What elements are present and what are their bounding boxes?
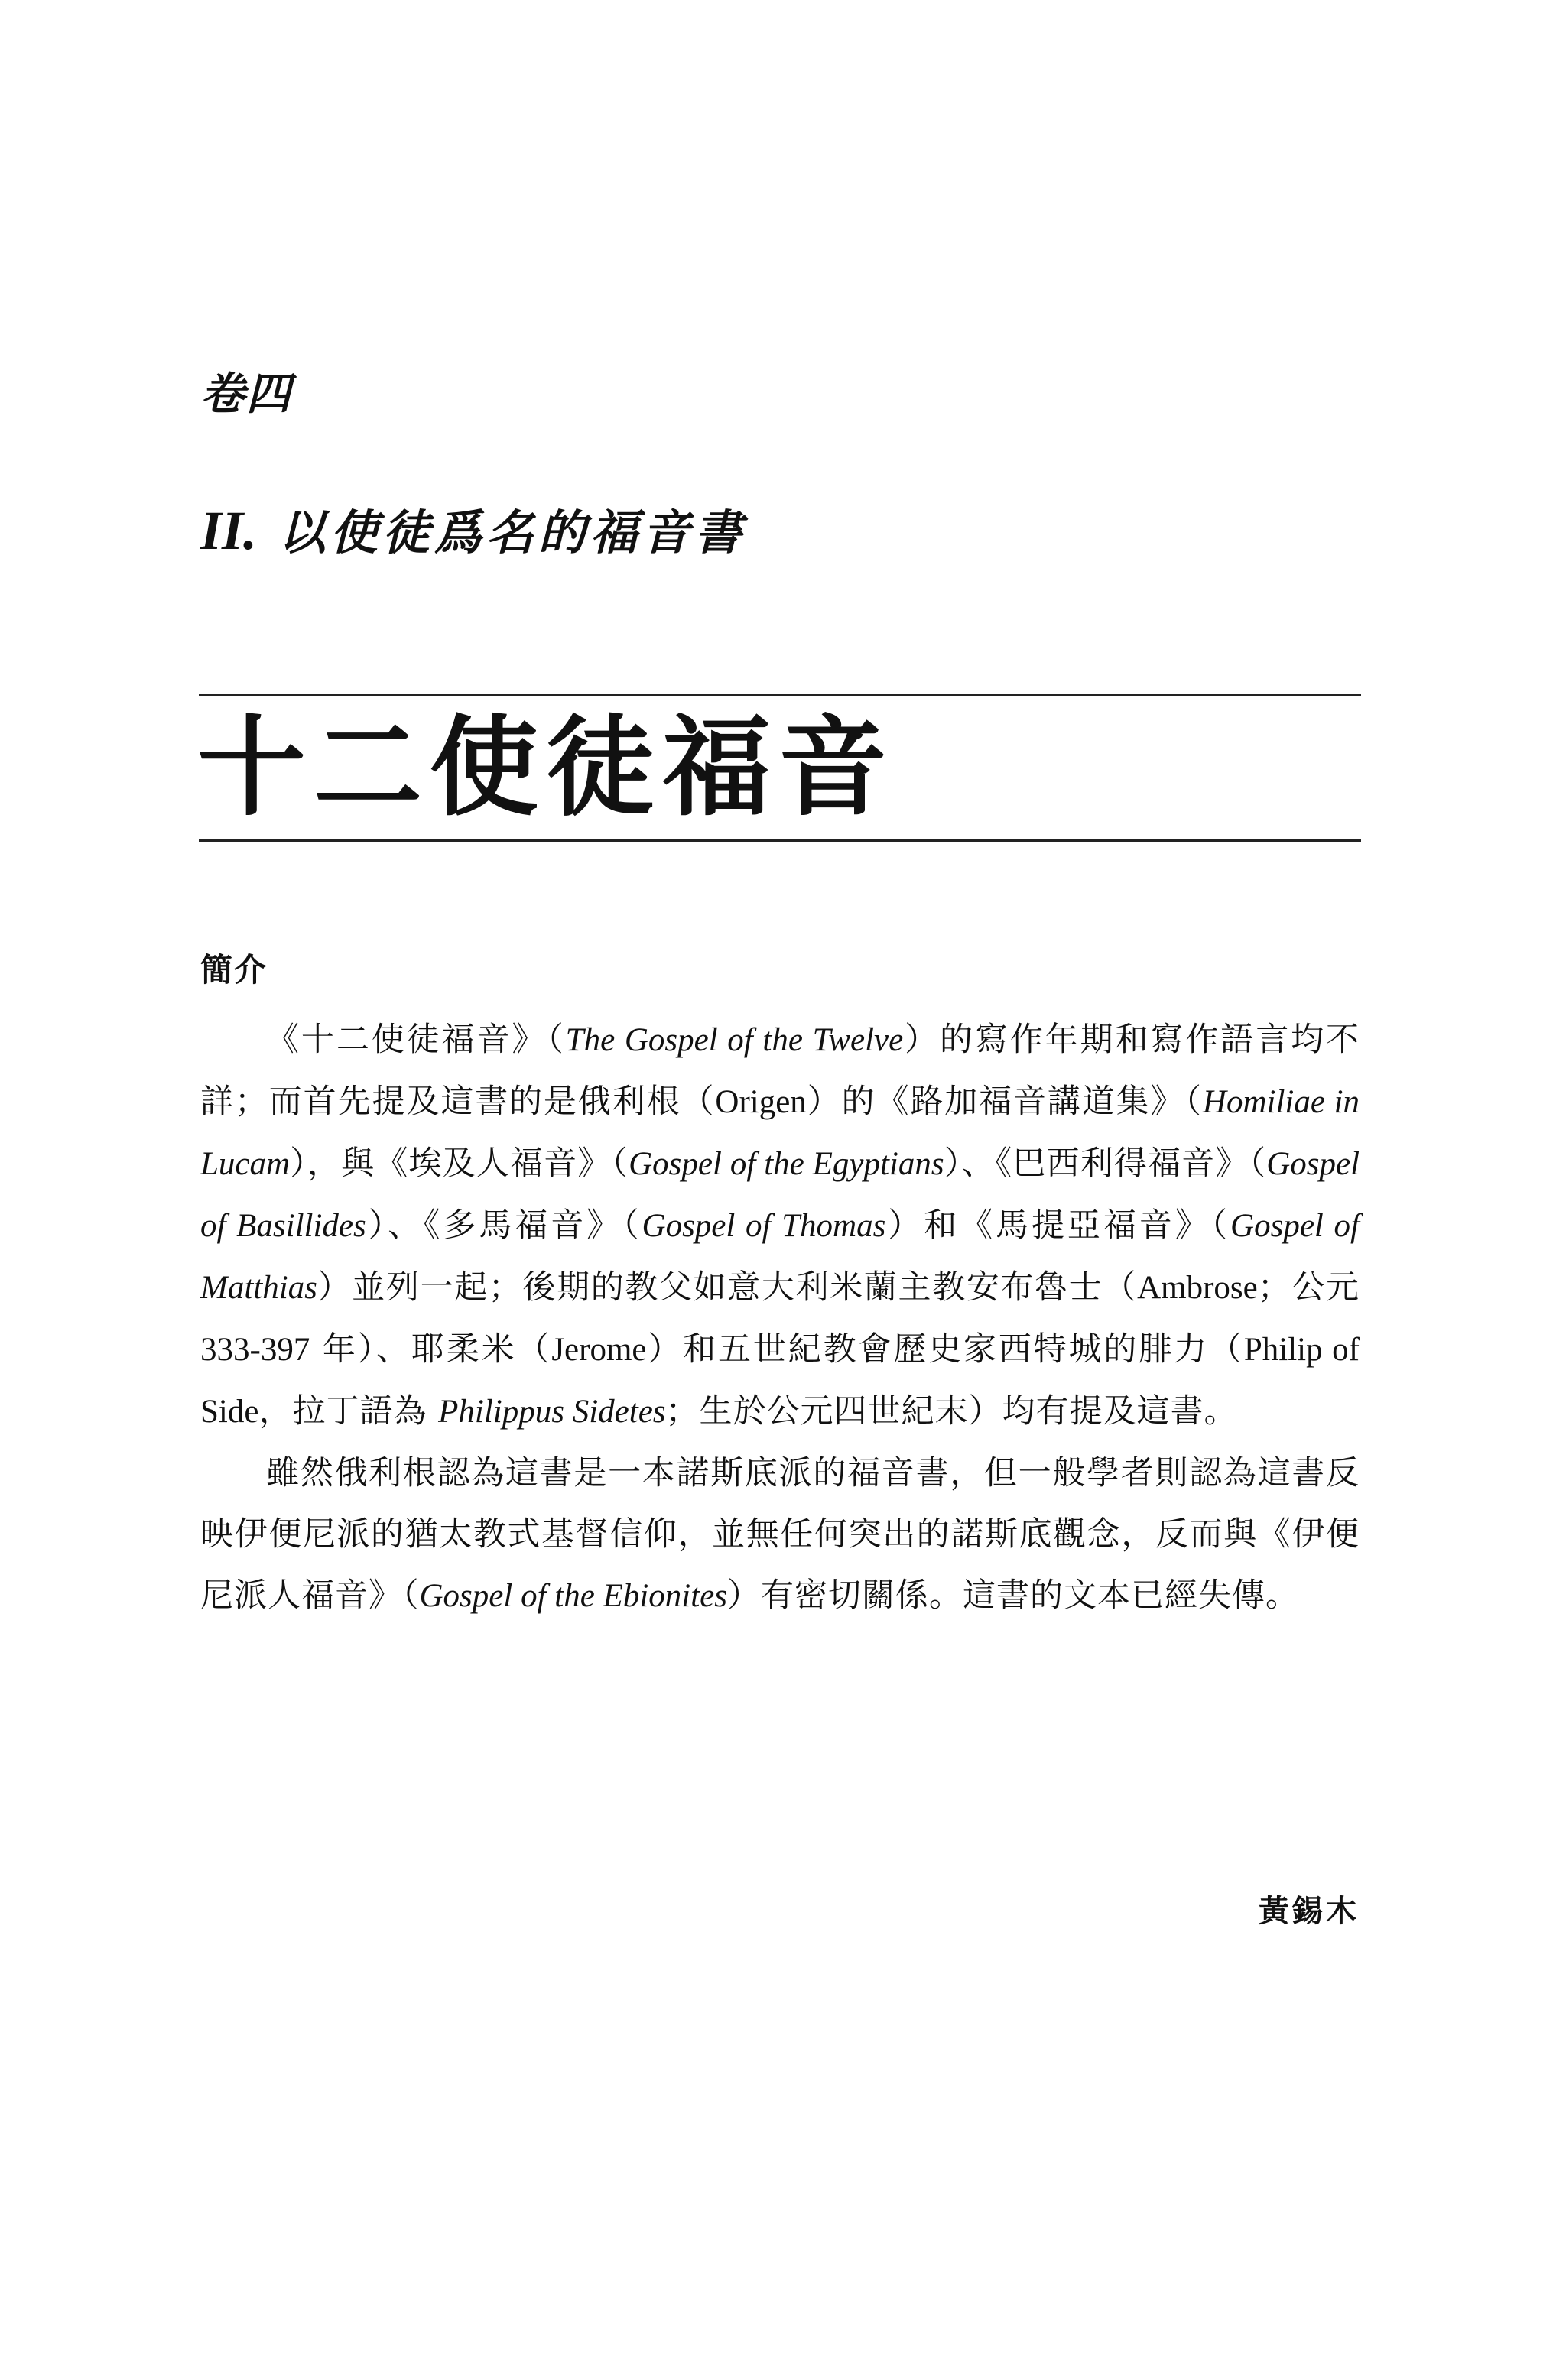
latin-name: Ambrose (1137, 1270, 1258, 1306)
text-run: 年）、耶柔米（ (310, 1330, 552, 1369)
work-title-latin: Philippus Sidetes (438, 1394, 666, 1430)
text-run: ）有密切關係。這書的文本已經失傳。 (726, 1576, 1299, 1615)
section-title: 以使徒爲名的福音書 (278, 505, 747, 560)
work-title-latin: Gospel of the Egyptians (629, 1146, 944, 1182)
text-run: ）並列一起；後期的教父如意大利米蘭主教安布魯士（ (317, 1268, 1138, 1307)
work-title-latin: The Gospel of the Twelve (565, 1022, 904, 1058)
work-title-latin: Homiliae in Lucam (200, 1084, 1360, 1182)
text-run: ），與《埃及人福音》（ (290, 1145, 629, 1183)
text-run: ）和《馬提亞福音》（ (885, 1206, 1231, 1245)
text-run: ）的寫作年期和寫作語言均不詳；而首先提及這書的是俄利根（ (200, 1021, 1360, 1121)
work-title-latin: Gospel of Basillides (200, 1146, 1360, 1244)
section-heading (200, 500, 747, 561)
volume-label: 卷四 (200, 368, 293, 420)
text-run: ）、《多馬福音》（ (366, 1206, 642, 1245)
text-run: ）和五世紀教會歷史家西特城的腓力（ (646, 1330, 1244, 1369)
section-number: II. (200, 500, 258, 561)
latin-name: Jerome (551, 1332, 647, 1368)
work-title-latin: Gospel of Matthias (200, 1208, 1360, 1306)
paragraph-1 (200, 1009, 1360, 1443)
text-run: ，拉丁語為 (258, 1392, 439, 1430)
text-run: ；公元 (1257, 1268, 1360, 1307)
intro-heading: 簡介 (200, 951, 268, 989)
title-rule-top (199, 694, 1361, 696)
text-run: ）、《巴西利得福音》（ (944, 1145, 1267, 1183)
latin-name: Philip of Side (200, 1332, 1360, 1430)
text-run: 《十二使徒福音》（ (266, 1021, 566, 1059)
latin-name: 333-397 (200, 1332, 310, 1368)
paragraph-2 (200, 1443, 1360, 1627)
body-text (200, 1009, 1360, 1627)
work-title-latin: Gospel of the Ebionites (419, 1578, 727, 1614)
work-title-latin: Gospel of Thomas (642, 1208, 886, 1244)
page-title: 十二使徒福音 (197, 705, 895, 831)
text-run: 雖然俄利根認為這書是一本諾斯底派的福音書，但一般學者則認為這書反映伊便尼派的猶太教式基督信仰，並無任何突出的諾斯底觀念，反而與《伊便尼派人福音》（ (200, 1454, 1360, 1615)
text-run: ；生於公元四世紀末）均有提及這書。 (665, 1392, 1238, 1430)
title-rule-bottom (199, 839, 1361, 842)
latin-name: Origen (715, 1084, 807, 1120)
author-name: 黃錫木 (1259, 1894, 1360, 1929)
text-run: ）的《路加福音講道集》（ (806, 1083, 1203, 1121)
